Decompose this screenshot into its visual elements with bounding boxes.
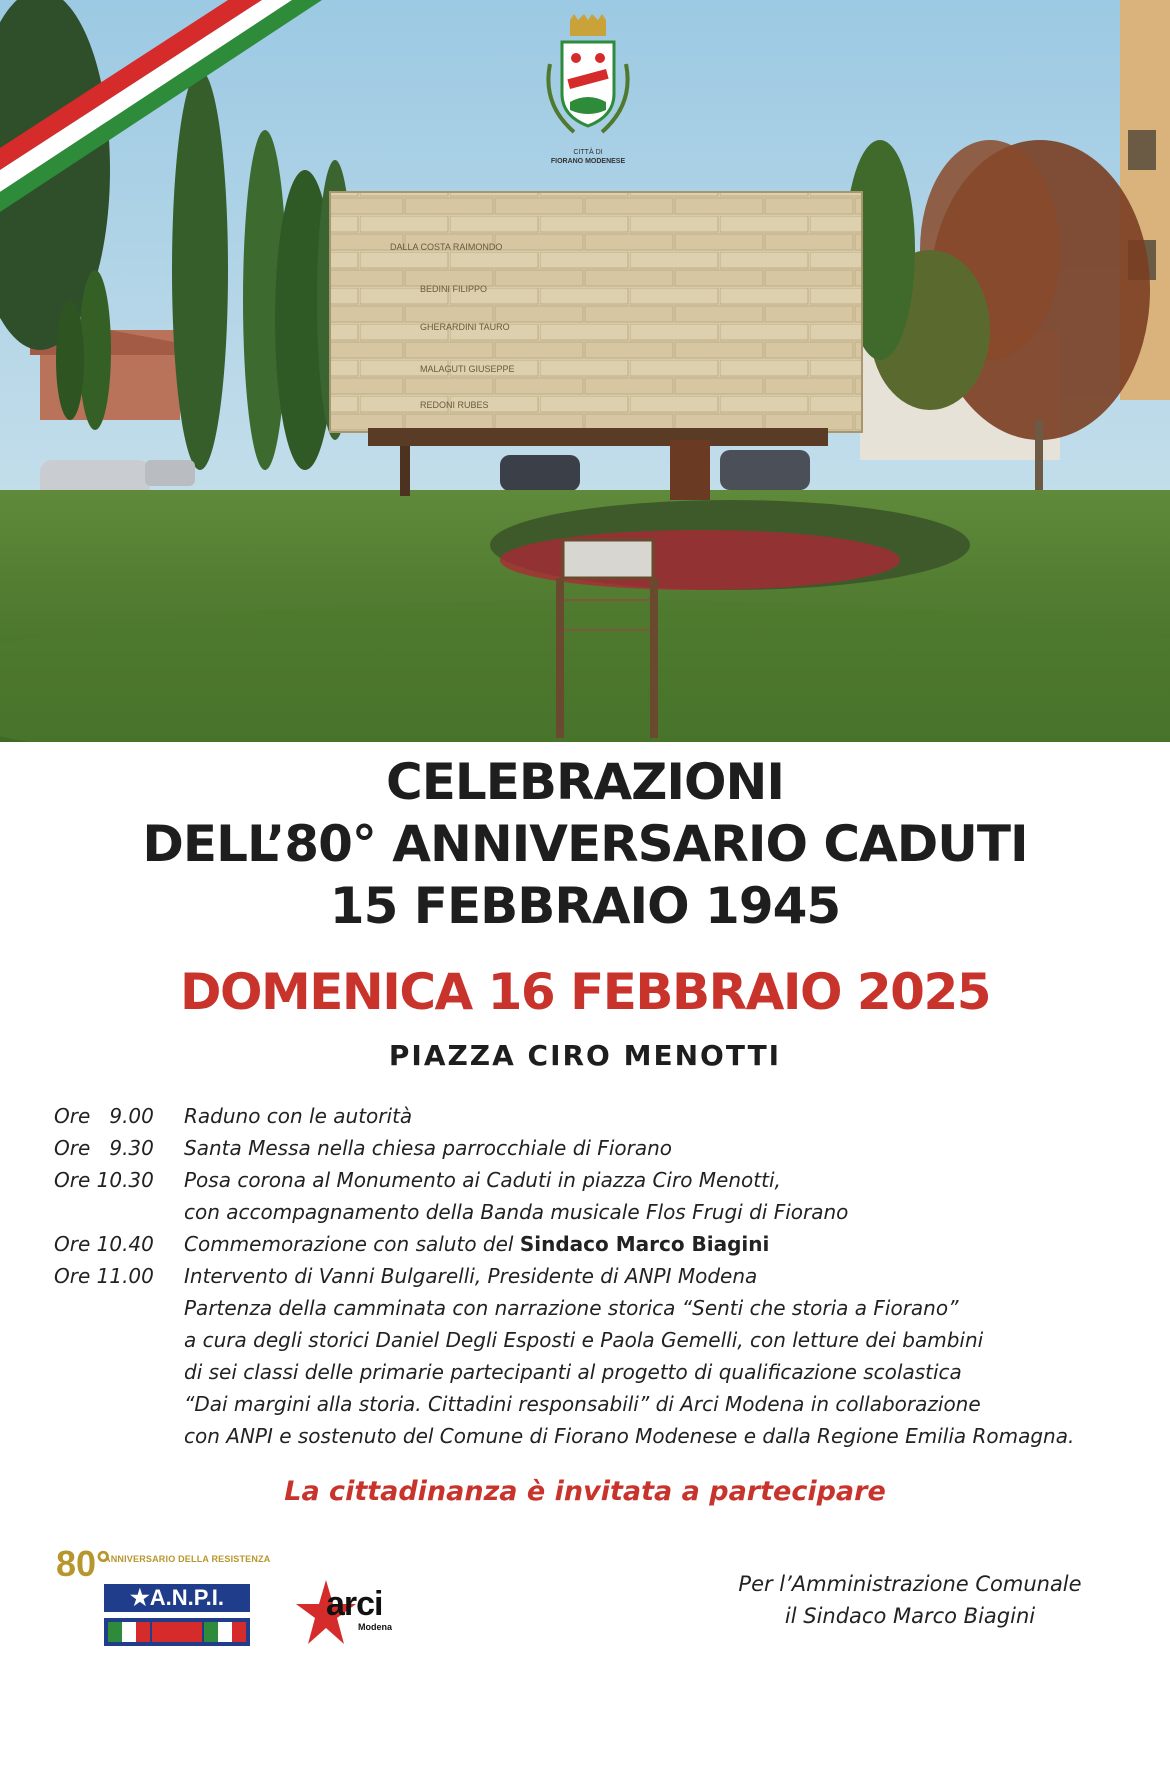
anpi-anniversary-number: 80° (56, 1543, 111, 1584)
programme-time: Ore 9.30 (54, 1136, 154, 1160)
plaque-name: GHERARDINI TAURO (420, 322, 510, 332)
title-line: DELL’80° ANNIVERSARIO CADUTI (142, 815, 1028, 873)
programme-item (54, 1100, 1134, 1132)
emblem-caption: FIORANO MODENESE (550, 158, 626, 165)
arci-logo (296, 1578, 406, 1658)
programme-time: Ore 10.30 (54, 1168, 154, 1192)
programme-text: Intervento di Vanni Bulgarelli, Presidente di ANPI Modena (184, 1264, 758, 1288)
event-date: DOMENICA 16 FEBBRAIO 2025 (179, 963, 991, 1021)
arci-city: Modena (358, 1622, 393, 1632)
programme-text: “Dai margini alla storia. Cittadini responsabili” di Arci Modena in collaborazione (184, 1392, 981, 1416)
programme-item (54, 1260, 1134, 1452)
programme-text: con accompagnamento della Banda musicale Flos Frugi di Fiorano (184, 1200, 849, 1224)
programme-text: Partenza della camminata con narrazione storica “Senti che storia a Fiorano” (184, 1296, 959, 1320)
monument-photo (0, 0, 1170, 742)
programme-text: con ANPI e sostenuto del Comune di Fiorano Modenese e dalla Regione Emilia Romagna. (184, 1424, 1075, 1448)
title-line: 15 FEBBRAIO 1945 (329, 877, 841, 935)
signature (700, 1568, 1120, 1632)
flag-stripes-icon (104, 1618, 250, 1646)
programme-text: Posa corona al Monumento ai Caduti in piazza Ciro Menotti, (184, 1168, 781, 1192)
programme-text: a cura degli storici Daniel Degli Esposti e Paola Gemelli, con letture dei bambini (184, 1328, 984, 1352)
emblem-caption: CITTÀ DI (573, 149, 603, 156)
monument-wall (330, 192, 862, 432)
invitation-text: La cittadinanza è invitata a partecipare (284, 1476, 886, 1507)
info-sign (563, 540, 653, 578)
programme-item (54, 1228, 1134, 1260)
programme-text: di sei classi delle primarie partecipanti al progetto di qualificazione scolastica (184, 1360, 962, 1384)
programme-text: Santa Messa nella chiesa parrocchiale di Fiorano (184, 1136, 672, 1160)
programme-time: Ore 10.40 (54, 1232, 154, 1256)
title-line: CELEBRAZIONI (386, 753, 784, 811)
programme (54, 1100, 1134, 1452)
plaque-name: REDONI RUBES (420, 400, 489, 410)
anpi-caption: ANNIVERSARIO DELLA RESISTENZA (104, 1554, 271, 1564)
anpi-logo (52, 1543, 271, 1654)
programme-item (54, 1164, 1134, 1228)
anpi-name: ★A.N.P.I. (104, 1584, 250, 1612)
plaque-name: BEDINI FILIPPO (420, 284, 488, 294)
programme-text: Raduno con le autorità (184, 1104, 413, 1128)
arci-name: arci (326, 1585, 383, 1623)
plaque-name: MALAGUTI GIUSEPPE (420, 364, 515, 374)
event-location: PIAZZA CIRO MENOTTI (388, 1039, 782, 1072)
coat-of-arms (528, 14, 648, 174)
coat-of-arms-icon (528, 14, 648, 146)
programme-time: Ore 9.00 (54, 1104, 154, 1128)
plaque-name: DALLA COSTA RAIMONDO (390, 242, 503, 252)
signature-line: il Sindaco Marco Biagini (784, 1604, 1036, 1628)
programme-text: Commemorazione con saluto del (184, 1232, 520, 1256)
programme-item (54, 1132, 1134, 1164)
programme-time: Ore 11.00 (54, 1264, 154, 1288)
mayor-name: Sindaco Marco Biagini (519, 1232, 770, 1256)
signature-line: Per l’Amministrazione Comunale (738, 1572, 1082, 1596)
